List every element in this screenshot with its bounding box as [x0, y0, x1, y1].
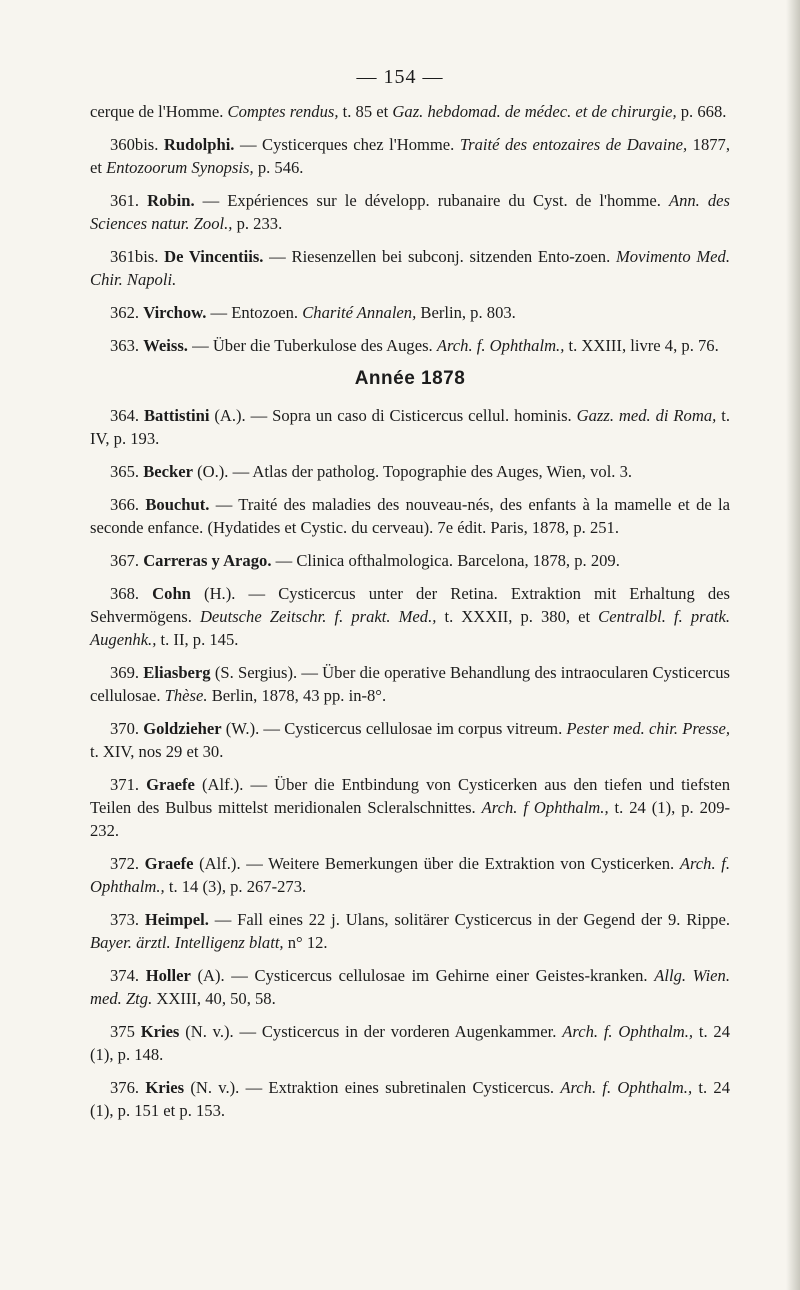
bibliography-entry: [90, 334, 730, 357]
entry-author: De Vincentiis.: [164, 247, 264, 266]
entry-number: 365.: [110, 462, 140, 481]
entries-1878: [90, 404, 730, 1122]
entry-text: (A). — Cysticercus cellulosae im Gehirne einer Geistes-kranken.: [197, 966, 648, 985]
bibliography-entry: [90, 908, 730, 954]
entry-source: Comptes rendus,: [227, 102, 339, 121]
entry-text: cerque de l'Homme.: [90, 102, 224, 121]
entry-text: — Riesenzellen bei subconj. sitzenden Ento-zoen.: [269, 247, 611, 266]
entry-text: t. IV, p. 193.: [90, 406, 730, 448]
entry-text: XXIII, 40, 50, 58.: [156, 989, 276, 1008]
entry-number: 362.: [110, 303, 140, 322]
entry-author: Weiss.: [143, 336, 188, 355]
entry-author: Robin.: [147, 191, 195, 210]
entry-source: Allg. Wien. med. Ztg.: [90, 966, 730, 1008]
entry-number: 376.: [110, 1078, 140, 1097]
continued-entry: [90, 100, 730, 123]
entry-text: Berlin, 1878, 43 pp. in-8°.: [211, 686, 387, 705]
entry-text: — Cysticerques chez l'Homme.: [239, 135, 455, 154]
entry-text: — Expériences sur le développ. rubanaire du Cyst. de l'homme.: [202, 191, 661, 210]
entry-number: 368.: [110, 584, 140, 603]
page-edge-shadow: [786, 0, 800, 1290]
entry-source: Bayer. ärztl. Intelligenz blatt,: [90, 933, 284, 952]
entry-author: Heimpel.: [144, 910, 209, 929]
entry-source: Centralbl. f. pratk. Augenhk.,: [90, 607, 731, 649]
entry-text: t. 24 (1), p. 209-232.: [90, 798, 731, 840]
entry-source: Pester med. chir. Presse,: [566, 719, 730, 738]
entry-source: Gaz. hebdomad. de médec. et de chirurgie,: [392, 102, 677, 121]
entry-number: 364.: [110, 406, 140, 425]
entry-text: p. 668.: [680, 102, 727, 121]
entry-text: p. 233.: [236, 214, 283, 233]
entry-author: Becker: [143, 462, 193, 481]
entry-text: Berlin, p. 803.: [420, 303, 516, 322]
entry-text: t. XXIII, livre 4, p. 76.: [568, 336, 719, 355]
entry-text: (N. v.). — Cysticercus in der vorderen Augenkammer.: [185, 1022, 557, 1041]
entry-author: Rudolphi.: [163, 135, 235, 154]
bibliography-entry: [90, 661, 730, 707]
bibliography-text: [90, 100, 730, 1132]
entry-text: t. XXXII, p. 380, et: [444, 607, 591, 626]
bibliography-entry: [90, 1020, 730, 1066]
entry-number: 369.: [110, 663, 140, 682]
entry-text: (H.). — Cysticercus unter der Retina. Extraktion mit Erhaltung des Sehvermögens.: [90, 584, 730, 626]
entry-source: Entozoorum Synopsis,: [106, 158, 254, 177]
entry-author: Graefe: [146, 775, 195, 794]
entry-text: (A.). — Sopra un caso di Cisticercus cellul. hominis.: [214, 406, 572, 425]
entry-author: Eliasberg: [143, 663, 211, 682]
entry-source: Arch. f Ophthalm.,: [481, 798, 609, 817]
entry-author: Holler: [145, 966, 191, 985]
entry-author: Goldzieher: [143, 719, 222, 738]
entry-text: (Alf.). — Über die Entbindung von Cysticerken aus den tiefen und tiefsten Teilen des Bulbus mittelst meridionalen Scleralschnittes.: [90, 775, 731, 817]
bibliography-entry: [90, 852, 730, 898]
entry-source: Thèse.: [164, 686, 208, 705]
bibliography-entry: [90, 301, 730, 324]
entry-text: t. 24 (1), p. 151 et p. 153.: [90, 1078, 730, 1120]
entry-text: t. 85 et: [342, 102, 389, 121]
entry-text: (S. Sergius). — Über die operative Behandlung des intraocularen Cysticercus cellulosae.: [90, 663, 730, 705]
entry-number: 374.: [110, 966, 140, 985]
bibliography-entry: [90, 582, 730, 651]
entry-text: p. 546.: [257, 158, 304, 177]
bibliography-entry: [90, 133, 730, 179]
entry-text: (N. v.). — Extraktion eines subretinalen Cysticercus.: [190, 1078, 555, 1097]
entry-author: Kries: [145, 1078, 185, 1097]
entry-number: 361bis.: [110, 247, 159, 266]
entry-number: 361.: [110, 191, 140, 210]
entry-text: — Clinica ofthalmologica. Barcelona, 1878, p. 209.: [275, 551, 620, 570]
entry-number: 367.: [110, 551, 140, 570]
entry-text: 1877, et: [90, 135, 730, 177]
entry-source: Arch. f. Ophthalm.,: [90, 854, 730, 896]
entry-source: Traité des entozaires de Davaine,: [459, 135, 688, 154]
entry-text: — Traité des maladies des nouveau-nés, des enfants à la mamelle et de la seconde enfance. (Hydatides et Cystic. du cerveau). 7e édit. Paris, 1878, p. 251.: [90, 495, 730, 537]
entry-number: 370.: [110, 719, 140, 738]
entry-author: Cohn: [152, 584, 191, 603]
entry-author: Carreras y Arago.: [143, 551, 272, 570]
entry-author: Battistini: [143, 406, 210, 425]
bibliography-entry: [90, 717, 730, 763]
entry-text: (O.). — Atlas der patholog. Topographie des Auges, Wien, vol. 3.: [197, 462, 633, 481]
entry-text: (Alf.). — Weitere Bemerkungen über die Extraktion von Cysticerken.: [199, 854, 675, 873]
entry-text: t. 24 (1), p. 148.: [90, 1022, 730, 1064]
entry-source: Deutsche Zeitschr. f. prakt. Med.,: [199, 607, 437, 626]
entry-text: — Über die Tuberkulose des Auges.: [192, 336, 433, 355]
entry-text: t. 14 (3), p. 267-273.: [168, 877, 307, 896]
bibliography-entry: [90, 549, 730, 572]
entry-text: t. II, p. 145.: [160, 630, 239, 649]
entry-source: Gazz. med. di Roma,: [576, 406, 717, 425]
entry-number: 360bis.: [110, 135, 159, 154]
bibliography-entry: [90, 189, 730, 235]
entries-1877: [90, 133, 730, 357]
entry-author: Virchow.: [143, 303, 207, 322]
entry-author: Graefe: [144, 854, 194, 873]
entry-text: — Entozoen.: [210, 303, 299, 322]
entry-number: 371.: [110, 775, 140, 794]
entry-author: Bouchut.: [145, 495, 210, 514]
entry-source: Arch. f. Ophthalm.,: [560, 1078, 693, 1097]
entry-source: Charité Annalen,: [302, 303, 417, 322]
entry-source: Arch. f. Ophthalm.,: [436, 336, 565, 355]
bibliography-entry: [90, 404, 730, 450]
entry-number: 375: [110, 1022, 135, 1041]
entry-text: — Fall eines 22 j. Ulans, solitärer Cysticercus in der Gegend der 9. Rippe.: [214, 910, 730, 929]
entry-number: 363.: [110, 336, 140, 355]
entry-source: Ann. des Sciences natur. Zool.,: [90, 191, 730, 233]
bibliography-entry: [90, 964, 730, 1010]
entry-source: Movimento Med. Chir. Napoli.: [90, 247, 730, 289]
entry-text: n° 12.: [287, 933, 328, 952]
entry-number: 372.: [110, 854, 140, 873]
bibliography-entry: [90, 1076, 730, 1122]
entry-text: (W.). — Cysticercus cellulosae im corpus vitreum.: [225, 719, 563, 738]
bibliography-entry: [90, 773, 730, 842]
entry-source: Arch. f. Ophthalm.,: [562, 1022, 694, 1041]
entry-number: 373.: [110, 910, 140, 929]
entry-author: Kries: [140, 1022, 180, 1041]
bibliography-entry: [90, 460, 730, 483]
page-number: — 154 —: [356, 66, 444, 88]
entry-text: t. XIV, nos 29 et 30.: [90, 742, 224, 761]
bibliography-entry: [90, 245, 730, 291]
bibliography-entry: [90, 493, 730, 539]
entry-number: 366.: [110, 495, 140, 514]
year-heading: Année 1878: [354, 368, 466, 389]
